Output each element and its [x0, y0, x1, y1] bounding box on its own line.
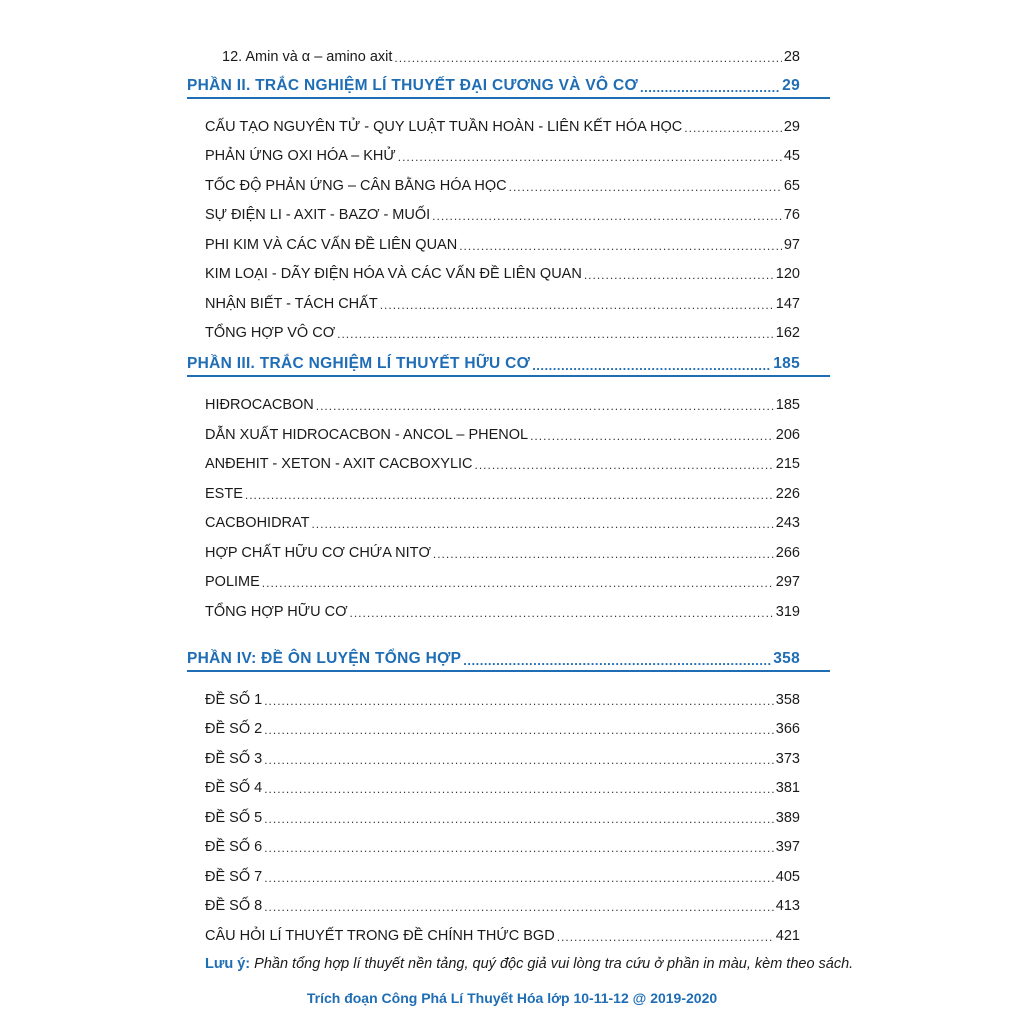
- toc-entry-page: 266: [775, 545, 800, 561]
- dot-leader: [398, 149, 782, 165]
- dot-leader: [432, 208, 782, 224]
- toc-entry-title: ĐỀ SỐ 8: [205, 898, 263, 914]
- dot-leader: [264, 722, 774, 738]
- toc-entry-title: DẪN XUẤT HIDROCACBON - ANCOL – PHENOL: [205, 427, 529, 443]
- toc-entry-title: HIĐROCACBON: [205, 397, 314, 413]
- toc-entry-title: PHI KIM VÀ CÁC VẤN ĐỀ LIÊN QUAN: [205, 237, 458, 253]
- toc-entry-title: SỰ ĐIỆN LI - AXIT - BAZƠ - MUỐI: [205, 207, 431, 223]
- toc-entry: [205, 775, 800, 797]
- dot-leader: [459, 238, 782, 254]
- section-divider: [187, 670, 830, 672]
- toc-entry-title: HỢP CHẤT HỮU CƠ CHỨA NITƠ: [205, 545, 431, 561]
- toc-entry-title: CẤU TẠO NGUYÊN TỬ - QUY LUẬT TUẦN HOÀN - LIÊN KẾT HÓA HỌC: [205, 119, 683, 135]
- dot-leader: [337, 326, 774, 342]
- dot-leader: [532, 358, 771, 374]
- page-footer: Trích đoạn Công Phá Lí Thuyết Hóa lớp 10-11-12 @ 2019-2020: [306, 990, 718, 1006]
- toc-entry-title: ĐỀ SỐ 5: [205, 810, 263, 826]
- toc-entry-page: 215: [775, 456, 800, 472]
- section-heading-2: [187, 72, 800, 96]
- toc-entry: [205, 834, 800, 856]
- dot-leader: [264, 781, 774, 797]
- note: [205, 956, 854, 972]
- toc-entry-title: KIM LOẠI - DÃY ĐIỆN HÓA VÀ CÁC VẤN ĐỀ LIÊN QUAN: [205, 266, 582, 282]
- toc-entry: [205, 923, 800, 945]
- toc-entry-title: TỐC ĐỘ PHẢN ỨNG – CÂN BẰNG HÓA HỌC: [205, 178, 507, 194]
- section-title: PHẦN IV: ĐỀ ÔN LUYỆN TỔNG HỢP: [187, 650, 462, 667]
- toc-entry-page: 120: [775, 266, 800, 282]
- toc-entry: [205, 392, 800, 414]
- toc-entry: [205, 114, 800, 136]
- section-title: PHẦN III. TRẮC NGHIỆM LÍ THUYẾT HỮU CƠ: [187, 355, 531, 372]
- dot-leader: [557, 929, 774, 945]
- toc-entry-title: CACBOHIDRAT: [205, 515, 310, 531]
- toc-entry: [205, 143, 800, 165]
- toc-entry-title: ĐỀ SỐ 2: [205, 721, 263, 737]
- toc-entry-title: ĐỀ SỐ 1: [205, 692, 263, 708]
- toc-entry-title: NHẬN BIẾT - TÁCH CHẤT: [205, 296, 378, 312]
- toc-entry: [205, 451, 800, 473]
- section-page: 29: [782, 77, 800, 94]
- toc-entry-title: ANĐEHIT - XETON - AXIT CACBOXYLIC: [205, 456, 473, 472]
- toc-entry-page: 397: [775, 839, 800, 855]
- toc-entry-title: ĐỀ SỐ 3: [205, 751, 263, 767]
- toc-entry: [222, 44, 800, 66]
- toc-entry: [205, 687, 800, 709]
- toc-entry-page: 29: [783, 119, 800, 135]
- section-divider: [187, 375, 830, 377]
- dot-leader: [264, 811, 774, 827]
- toc-entry-title: ĐỀ SỐ 6: [205, 839, 263, 855]
- section-page: 185: [773, 355, 800, 372]
- section-divider: [187, 97, 830, 99]
- toc-entry-page: 421: [775, 928, 800, 944]
- dot-leader: [380, 297, 774, 313]
- toc-entry-page: 185: [775, 397, 800, 413]
- toc-entry-page: 405: [775, 869, 800, 885]
- dot-leader: [264, 840, 774, 856]
- toc-entry-title: POLIME: [205, 574, 260, 590]
- section-page: 358: [773, 650, 800, 667]
- toc-entry-page: 366: [775, 721, 800, 737]
- toc-entry-page: 45: [783, 148, 800, 164]
- toc-entry: [205, 173, 800, 195]
- toc-entry: [205, 599, 800, 621]
- dot-leader: [316, 398, 774, 414]
- toc-entry-page: 76: [783, 207, 800, 223]
- toc-entry-page: 162: [775, 325, 800, 341]
- dot-leader: [509, 179, 782, 195]
- toc-entry-page: 97: [783, 237, 800, 253]
- toc-entry-title: PHẢN ỨNG OXI HÓA – KHỬ: [205, 148, 396, 164]
- toc-entry: [205, 232, 800, 254]
- dot-leader: [264, 870, 774, 886]
- section-heading-4: [187, 645, 800, 669]
- dot-leader: [245, 487, 774, 503]
- toc-entry-page: 206: [775, 427, 800, 443]
- toc-entry: [205, 481, 800, 503]
- dot-leader: [264, 752, 774, 768]
- toc-entry: [205, 540, 800, 562]
- toc-entry-page: 28: [783, 49, 800, 65]
- dot-leader: [433, 546, 774, 562]
- toc-entry-title: ESTE: [205, 486, 243, 502]
- note-text: Phần tổng hợp lí thuyết nền tảng, quý độc giả vui lòng tra cứu ở phần in màu, kèm theo sách.: [250, 956, 854, 972]
- toc-entry-title: ĐỀ SỐ 7: [205, 869, 263, 885]
- toc-entry-page: 381: [775, 780, 800, 796]
- dot-leader: [262, 575, 774, 591]
- toc-entry-page: 226: [775, 486, 800, 502]
- dot-leader: [684, 120, 782, 136]
- toc-entry-title: TỔNG HỢP VÔ CƠ: [205, 325, 336, 341]
- toc-entry-page: 65: [783, 178, 800, 194]
- toc-entry: [205, 805, 800, 827]
- toc-entry: [205, 510, 800, 532]
- toc-entry: [205, 864, 800, 886]
- dot-leader: [463, 653, 771, 669]
- toc-entry-title: 12. Amin và α – amino axit: [222, 49, 393, 65]
- dot-leader: [530, 428, 774, 444]
- dot-leader: [350, 605, 774, 621]
- toc-entry: [205, 716, 800, 738]
- note-label: Lưu ý:: [205, 956, 251, 972]
- toc-entry-page: 373: [775, 751, 800, 767]
- toc-entry-page: 147: [775, 296, 800, 312]
- dot-leader: [475, 457, 774, 473]
- dot-leader: [394, 50, 781, 66]
- dot-leader: [640, 80, 780, 96]
- section-title: PHẦN II. TRẮC NGHIỆM LÍ THUYẾT ĐẠI CƯƠNG VÀ VÔ CƠ: [187, 77, 638, 94]
- dot-leader: [264, 693, 774, 709]
- toc-entry: [205, 746, 800, 768]
- toc-entry-title: TỔNG HỢP HỮU CƠ: [205, 604, 348, 620]
- toc-entry: [205, 202, 800, 224]
- section-heading-3: [187, 350, 800, 374]
- dot-leader: [584, 267, 774, 283]
- toc-entry-page: 243: [775, 515, 800, 531]
- toc-entry-title: ĐỀ SỐ 4: [205, 780, 263, 796]
- toc-entry: [205, 569, 800, 591]
- toc-entry: [205, 893, 800, 915]
- toc-entry: [205, 422, 800, 444]
- toc-entry-page: 389: [775, 810, 800, 826]
- toc-entry-title: CÂU HỎI LÍ THUYẾT TRONG ĐỀ CHÍNH THỨC BGD: [205, 928, 555, 944]
- toc-entry-page: 297: [775, 574, 800, 590]
- dot-leader: [311, 516, 773, 532]
- toc-entry: [205, 291, 800, 313]
- dot-leader: [264, 899, 774, 915]
- toc-entry-page: 413: [775, 898, 800, 914]
- toc-entry-page: 319: [775, 604, 800, 620]
- toc-entry: [205, 320, 800, 342]
- toc-entry: [205, 261, 800, 283]
- toc-entry-page: 358: [775, 692, 800, 708]
